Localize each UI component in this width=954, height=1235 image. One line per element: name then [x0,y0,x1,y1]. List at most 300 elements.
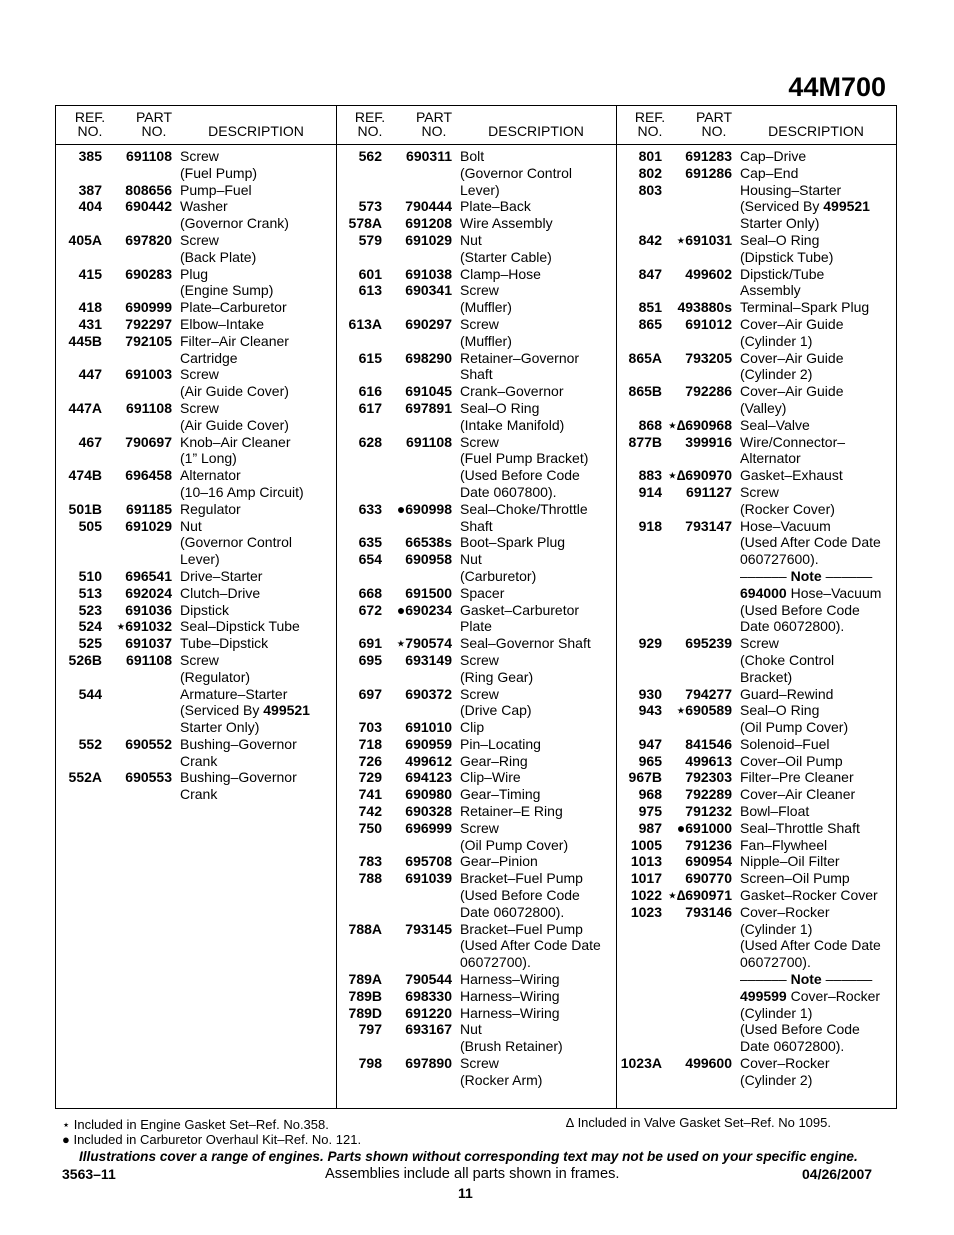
ref-number: 524 [78,618,102,635]
ref-number: 601 [358,265,382,282]
part-description [740,1055,896,1089]
table-row [616,316,896,350]
description-line: Alternator [740,450,801,467]
part-description [460,1005,616,1022]
ref-number: 865 [638,315,662,332]
ref-number: 431 [78,315,102,332]
description-line: Dipstick/Tube [740,265,825,282]
table-row [336,350,616,384]
ref-header-line: NO. [77,123,103,139]
part-number: 790697 [125,433,172,450]
part-number: 499613 [685,752,732,769]
part-number [662,971,732,1055]
ref-number: 783 [358,853,382,870]
ref-number: 1023A [620,1055,662,1072]
part-description [740,350,896,384]
part-description [740,182,896,232]
table-row [336,1055,616,1089]
table-row [56,232,336,266]
description-line: (Brush Retainer) [460,1038,563,1055]
ref-number: 617 [358,399,382,416]
description-line: Cover–Air Guide [740,315,844,332]
note-divider: –––––– Note –––––– [740,971,873,988]
ref-number: 965 [638,752,662,769]
part-number: 690980 [405,786,452,803]
description-line: Plate–Carburetor [180,299,287,316]
description-line: (Used Before Code [460,887,580,904]
part-number: 793145 [405,920,452,937]
description-line: Nut [460,1021,482,1038]
description-line: (Rocker Cover) [740,500,835,517]
description-line: Gear–Pinion [460,853,538,870]
part-description [460,198,616,215]
part-number: 690770 [685,870,732,887]
description-line: Screw [180,399,219,416]
ref-number: 930 [638,685,662,702]
description-line: Seal–Throttle Shaft [740,819,860,836]
table-row [336,551,616,585]
service-part-number: 499521 [263,702,310,719]
description-line: Tube–Dipstick [180,635,269,652]
description-line: (Governor Control [180,534,293,551]
table-row [616,803,896,820]
description-line: (Intake Manifold) [460,416,565,433]
description-line: Screw [460,315,499,332]
table-row [616,887,896,904]
part-number: 691220 [405,1004,452,1021]
table-row [616,769,896,786]
description-line: Date 06072800). [740,1038,845,1055]
description-line: Armature–Starter [180,685,288,702]
part-number: 808656 [125,181,172,198]
table-row [336,803,616,820]
description-line: (Cylinder 1) [740,920,813,937]
ref-number: 750 [358,819,382,836]
part-number: 691127 [686,483,732,500]
ref-number: 387 [78,181,102,198]
table-row [616,568,896,635]
part-header-line: PART [695,109,733,125]
model-number: 44M700 [788,72,886,102]
part-description [460,921,616,971]
part-number: 691208 [405,215,452,232]
part-header-line: NO. [141,123,167,139]
ref-number: 616 [358,383,382,400]
part-number: 499612 [405,752,452,769]
part-description [740,316,896,350]
table-row [336,736,616,753]
table-row [56,333,336,367]
ref-number: 789A [348,971,382,988]
part-description [180,182,336,199]
table-row [336,1005,616,1022]
description-line: (1” Long) [180,450,237,467]
description-line: Nut [180,517,202,534]
table-row [616,434,896,468]
description-line: Housing–Starter [740,181,842,198]
table-row [336,232,616,266]
table-row [336,921,616,971]
replacement-part-number: 694000 [740,584,791,601]
description-line: Gasket–Rocker Cover [740,887,878,904]
description-line: Screw [740,635,779,652]
table-row [336,971,616,988]
part-description [460,820,616,854]
table-row [336,1021,616,1055]
description-line: (Governor Crank) [180,215,289,232]
description-line: Plate–Back [460,198,531,215]
part-number: ●690998 [396,500,452,517]
ref-number: 447 [78,366,102,383]
table-row [336,400,616,434]
description-line: Screw [180,366,219,383]
description-line: (Air Guide Cover) [180,383,289,400]
part-number: 691108 [126,399,172,416]
description-line: Clamp–Hose [460,265,541,282]
part-description [460,383,616,400]
part-description [460,266,616,283]
description-line: (Carburetor) [460,567,537,584]
description-line: Plate [460,618,492,635]
table-row [336,383,616,400]
part-description [460,551,616,585]
ref-header-line: REF. [634,109,666,125]
ref-number: 445B [68,332,102,349]
note-label: Note [790,567,822,584]
description-line: Cap–End [740,164,799,181]
table-row [56,635,336,652]
description-line: (Regulator) [180,668,251,685]
part-description [180,266,336,300]
ref-number: 695 [358,651,382,668]
ref-number: 918 [638,517,662,534]
table-row [56,501,336,518]
ref-number: 573 [358,198,382,215]
description-line: Boot–Spark Plug [460,534,566,551]
ref-number: 505 [78,517,102,534]
ref-header-line: REF. [74,109,106,125]
description-line: Gear–Timing [460,786,541,803]
ref-number: 789B [348,987,382,1004]
part-number: 698330 [405,987,452,1004]
part-description [460,215,616,232]
part-description [180,299,336,316]
description-line: Seal–O Ring [740,231,820,248]
table-row [616,736,896,753]
part-description [460,1021,616,1055]
part-description [180,333,336,367]
description-header: DESCRIPTION [208,123,304,139]
table-row [56,736,336,770]
part-description [460,316,616,350]
table-row [56,769,336,803]
part-number: 793205 [685,349,732,366]
ref-number: 943 [638,702,662,719]
ref-number [616,971,662,1055]
ref-header-line: REF. [354,109,386,125]
ref-number: 877B [628,433,662,450]
ref-number: 947 [638,735,662,752]
part-description [740,434,896,468]
part-description [740,971,896,1055]
description-line: (Oil Pump Cover) [740,719,849,736]
description-line: Seal–O Ring [740,702,820,719]
description-line: Plug [180,265,209,282]
description-line: (Cylinder 1) [740,332,813,349]
page-number: 11 [458,1185,473,1201]
table-row [616,635,896,685]
description-line: Regulator [180,500,241,517]
part-description [180,635,336,652]
part-description [460,400,616,434]
table-row [336,602,616,636]
table-row [56,585,336,602]
description-line: Gasket–Carburetor [460,601,580,618]
part-number: 691286 [685,164,732,181]
table-row [336,148,616,198]
part-number: 691010 [405,719,452,736]
part-number: 692024 [125,584,172,601]
part-description [180,769,336,803]
table-row [616,686,896,703]
part-description [180,467,336,501]
part-description [740,686,896,703]
part-number: 690311 [406,148,452,164]
part-number: ●690234 [396,601,452,618]
description-line: Knob–Air Cleaner [180,433,291,450]
part-number: 792286 [685,383,732,400]
description-line: Screw [460,1055,499,1072]
part-number: 696541 [125,567,172,584]
description-line: Drive–Starter [180,567,263,584]
description-line: Crank [180,786,218,803]
part-number: 691039 [405,870,452,887]
description-line: Gear–Ring [460,752,528,769]
ref-number: 672 [358,601,382,618]
part-number: 793147 [685,517,732,534]
ref-number: 1022 [630,887,662,904]
part-description [460,602,616,636]
ref-number: 797 [358,1021,382,1038]
part-no-header [128,110,180,138]
part-description [180,501,336,518]
description-line: Cover–Rocker [740,1055,830,1072]
table-row [56,518,336,568]
part-number: ⋆691032 [116,618,172,635]
table-row [616,904,896,971]
part-number: 690283 [125,265,172,282]
ref-number [616,568,662,635]
description-line: Cartridge [180,349,238,366]
table-row [336,652,616,686]
part-description [740,736,896,753]
service-part-number: 499521 [823,198,870,215]
part-description [740,232,896,266]
footnote-engine-gasket: ⋆ Included in Engine Gasket Set–Ref. No.358. [62,1117,329,1132]
part-description [740,635,896,685]
description-line: (Air Guide Cover) [180,416,289,433]
table-row [616,820,896,837]
description-line: (Used Before Code [740,1021,860,1038]
ref-number: 789D [348,1004,382,1021]
ref-number: 1013 [630,853,662,870]
description-line: (Starter Cable) [460,248,552,265]
table-row [56,299,336,316]
part-description [460,769,616,786]
description-line: (Rocker Arm) [460,1071,543,1088]
part-number: 841546 [685,735,732,752]
description-line: (Used Before Code [460,467,580,484]
description-line: Nut [460,551,482,568]
description-line: 06072700). [460,954,531,971]
table-row [616,870,896,887]
part-number: 794277 [685,685,732,702]
description-line: Harness–Wiring [460,987,560,1004]
note-divider: –––––– Note –––––– [740,567,873,584]
table-row [616,786,896,803]
ref-number: 501B [68,500,102,517]
table-row [336,686,616,720]
table-row [616,518,896,568]
part-header-line: NO. [701,123,727,139]
table-row [56,434,336,468]
description-line: (Muffler) [460,299,512,316]
ref-number: 578A [348,215,382,232]
ref-number: 851 [638,299,662,316]
part-number: 690959 [405,735,452,752]
part-number: 792289 [685,786,732,803]
description-line: Bushing–Governor [180,735,297,752]
part-number: 691185 [126,500,172,517]
part-number: 690553 [125,769,172,786]
column-header [616,110,896,144]
parts-list [616,148,896,1089]
ref-number: 741 [358,786,382,803]
description-line: Date 06072800). [740,618,845,635]
description-line: Nipple–Oil Filter [740,853,840,870]
parts-column [616,106,896,1108]
ref-number: 405A [68,231,102,248]
description-line: Starter Only) [740,215,820,232]
part-description [460,736,616,753]
part-number: 697891 [405,399,452,416]
part-description [740,383,896,417]
part-number: 793146 [685,903,732,920]
part-number: ⋆691031 [676,231,732,248]
description-line: (Choke Control [740,651,835,668]
part-description [180,618,336,635]
part-number: 691012 [685,315,732,332]
part-description [180,316,336,333]
description-line: (Dipstick Tube) [740,248,834,265]
part-description [740,518,896,568]
part-description [460,686,616,720]
table-row [56,686,336,736]
description-line: (Serviced By 499521 [740,198,870,215]
description-line: (Governor Control [460,164,573,181]
part-description [180,232,336,266]
table-row [336,719,616,736]
table-row [616,467,896,484]
description-line: Terminal–Spark Plug [740,299,870,316]
part-description [180,602,336,619]
description-line: (Used After Code Date [460,937,601,954]
ref-number: 803 [638,181,662,198]
description-line: Fan–Flywheel [740,836,828,853]
part-description [460,148,616,198]
part-number: 697890 [405,1055,452,1072]
ref-header-line: NO. [357,123,383,139]
ref-number: 579 [358,231,382,248]
description-line: Clutch–Drive [180,584,261,601]
part-number [662,182,732,232]
description-line: Spacer [460,584,505,601]
description-line: Seal–Valve [740,416,810,433]
part-number: 696458 [125,467,172,484]
description-line: Cover–Air Guide [740,383,844,400]
ref-number: 523 [78,601,102,618]
description-line: Solenoid–Fuel [740,735,830,752]
table-row [56,652,336,686]
part-description [740,568,896,635]
part-description [740,484,896,518]
table-row [616,232,896,266]
part-description [740,904,896,971]
ref-number: 691 [358,635,382,652]
description-line: Lever) [180,551,220,568]
part-number: 499602 [685,265,732,282]
part-description [740,870,896,887]
description-line: Filter–Pre Cleaner [740,769,854,786]
table-row [336,820,616,854]
part-number [662,568,732,635]
table-row [336,870,616,920]
description-line: Date 0607800). [460,483,557,500]
description-line: 060727600). [740,551,819,568]
part-number: 691500 [405,584,452,601]
description-line: 499599 Cover–Rocker [740,987,881,1004]
ref-number: 788A [348,920,382,937]
description-line: Nut [460,231,482,248]
document-date: 04/26/2007 [802,1166,873,1182]
part-number: 690297 [405,315,452,332]
description-line: Bushing–Governor [180,769,297,786]
description-line: (Drive Cap) [460,702,532,719]
table-row [616,182,896,232]
table-row [56,400,336,434]
part-number: 791232 [685,803,732,820]
ref-number: 726 [358,752,382,769]
table-row [616,837,896,854]
description-line: Alternator [180,467,241,484]
part-description [740,837,896,854]
part-description [460,282,616,316]
part-number: 791236 [685,836,732,853]
table-row [616,484,896,518]
description-line: Bracket–Fuel Pump [460,870,583,887]
table-row [616,299,896,316]
part-number: ⋆∆690970 [667,467,732,484]
description-line: Starter Only) [180,719,260,736]
part-description [460,232,616,266]
ref-number: 729 [358,769,382,786]
part-description [460,870,616,920]
table-row [56,366,336,400]
description-line: (Oil Pump Cover) [460,836,569,853]
part-description [740,887,896,904]
part-description [740,753,896,770]
description-line: Seal–Choke/Throttle [460,500,588,517]
